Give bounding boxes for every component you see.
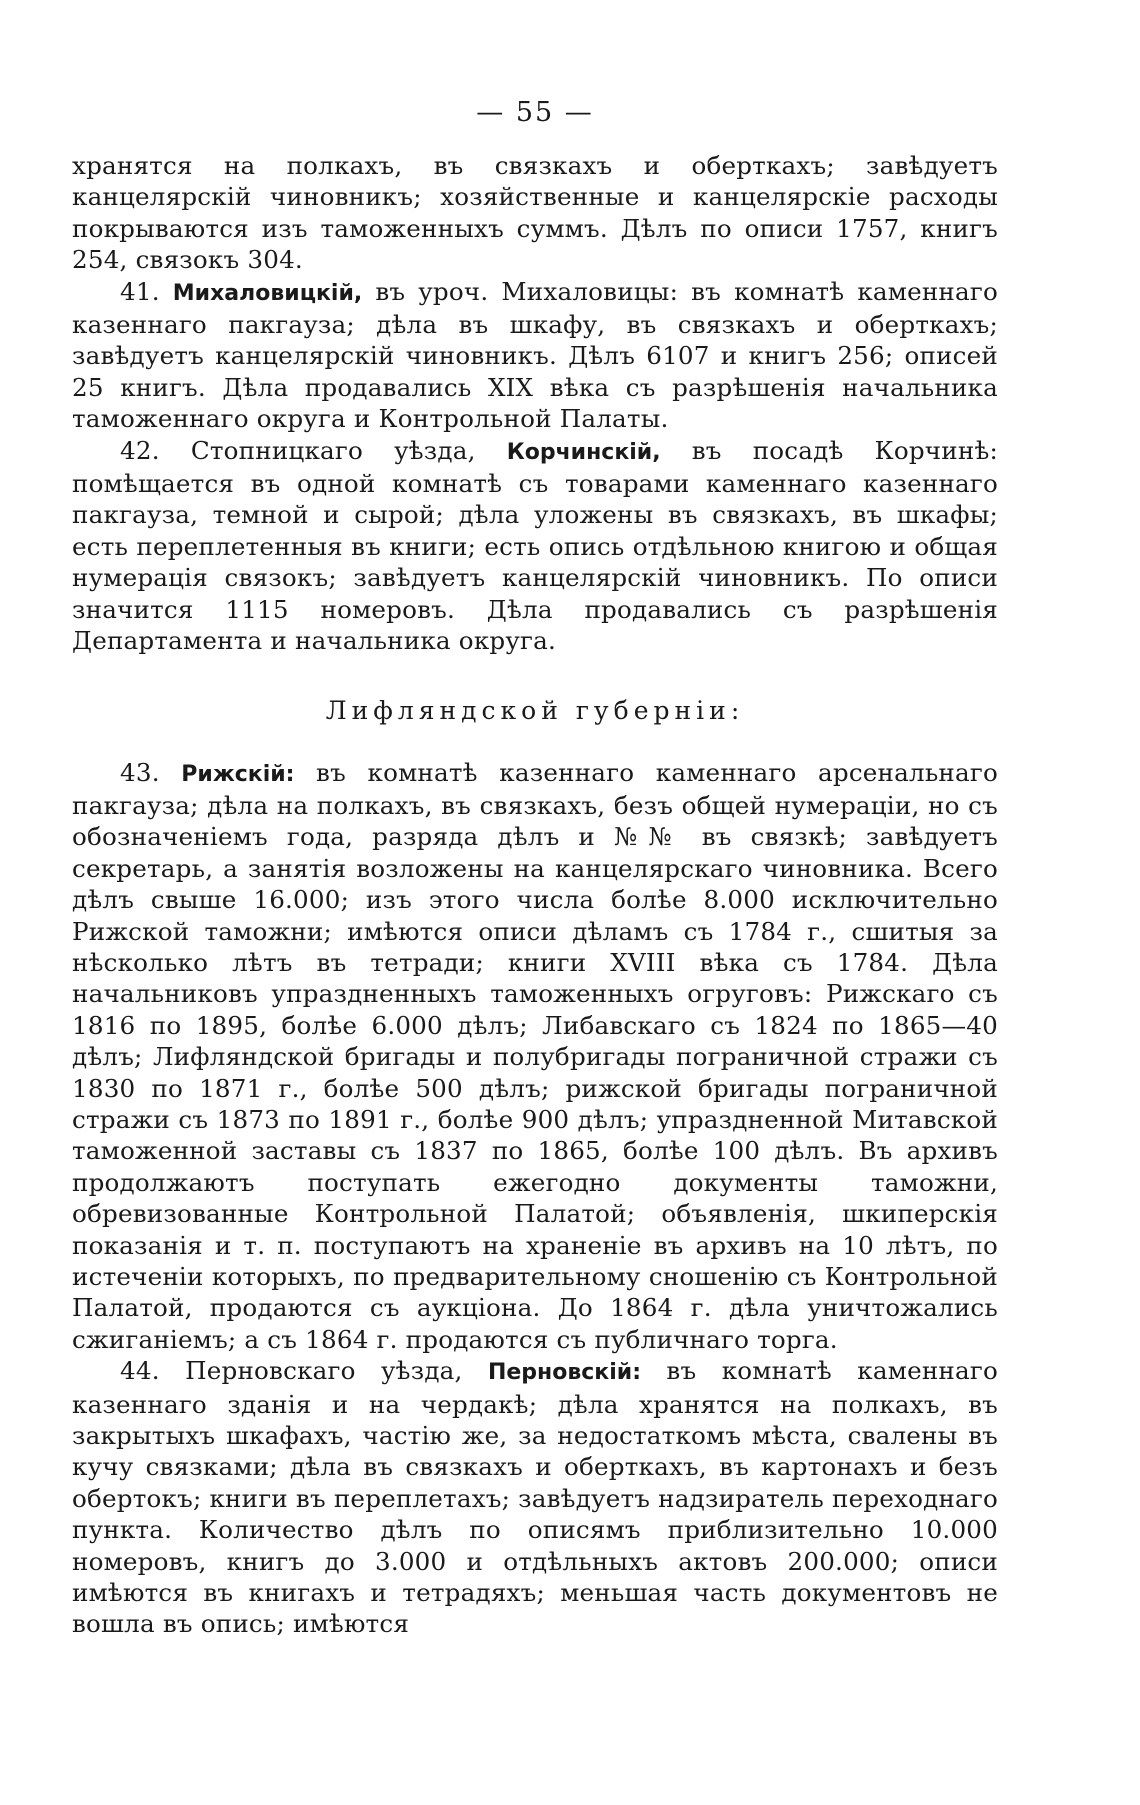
paragraph-text: хранятся на полкахъ, въ связкахъ и оберткахъ; завѣдуетъ канцелярскій чиновникъ; хозяйственные и канцелярскіе расходы покрываются изъ таможенныхъ суммъ. Дѣлъ по описи 1757, книгъ 254, связокъ 304.	[72, 151, 998, 275]
paragraph-entry-42	[72, 435, 998, 657]
paragraph-text: въ комнатѣ казеннаго каменнаго арсенальнаго пакгауза; дѣла на полкахъ, въ связкахъ, безъ общей нумераціи, но съ обозначеніемъ года, разряда дѣлъ и №№ въ связкѣ; завѣдуетъ секретарь, а занятія возложены на канцелярскаго чиновника. Всего дѣлъ свыше 16.000; изъ этого числа болѣе 8.000 исключительно Рижской таможни; имѣются описи дѣламъ съ 1784 г., сшитыя за нѣсколько лѣтъ въ тетради; книги XVIII вѣка съ 1784. Дѣла начальниковъ упраздненныхъ таможенныхъ огруговъ: Рижскаго съ 1816 по 1895, болѣе 6.000 дѣлъ; Либавскаго съ 1824 по 1865—40 дѣлъ; Лифляндской бригады и полубригады пограничной стражи съ 1830 по 1871 г., болѣе 500 дѣлъ; рижской бригады пограничной стражи съ 1873 по 1891 г., болѣе 900 дѣлъ; упраздненной Митавской таможенной заставы съ 1837 по 1865, болѣе 100 дѣлъ. Въ архивъ продолжаютъ поступать ежегодно документы таможни, обревизованные Контрольной Палатой; объявленія, шкиперскія показанія и т. п. поступаютъ на храненіе въ архивъ на 10 лѣтъ, по истеченіи которыхъ, по предварительному сношенію съ Контрольной Палатой, продаются съ аукціона. До 1864 г. дѣла уничтожались сжиганіемъ; а съ 1864 г. продаются съ публичнаго торга.	[72, 757, 998, 1354]
paragraph-entry-43	[72, 757, 998, 1356]
paragraph-text: въ уроч. Михаловицы: въ комнатѣ каменнаго казеннаго пакгауза; дѣла въ шкафу, въ связкахъ и оберткахъ; завѣдуетъ канцелярскій чиновникъ. Дѣлъ 6107 и книгъ 256; описей 25 книгъ. Дѣла продавались XIX вѣка съ разрѣшенія начальника таможеннаго округа и Контрольной Палаты.	[72, 276, 998, 434]
entry-name: Корчинскій,	[506, 439, 661, 465]
entry-number: 41.	[120, 276, 160, 306]
page-number: — 55 —	[476, 97, 594, 128]
entry-prefix: 44. Перновскаго уѣзда,	[120, 1356, 463, 1386]
entry-prefix: 42. Стопницкаго уѣзда,	[120, 435, 476, 465]
entry-number: 43.	[120, 757, 160, 787]
section-heading: Лифляндской губерніи:	[325, 695, 745, 725]
paragraph-continuation	[72, 150, 998, 276]
entry-name: Рижскій:	[181, 761, 295, 787]
paragraph-text: въ комнатѣ каменнаго казеннаго зданія и на чердакѣ; дѣла хранятся на полкахъ, въ закрытыхъ шкафахъ, частію же, за недостаткомъ мѣста, свалены въ кучу связками; дѣла въ связкахъ и оберткахъ, въ картонахъ и безъ обертокъ; книги въ переплетахъ; завѣдуетъ надзиратель переходнаго пункта. Количество дѣлъ по описямъ приблизительно 10.000 номеровъ, книгъ до 3.000 и отдѣльныхъ актовъ 200.000; описи имѣются въ книгахъ и тетрадяхъ; меньшая часть документовъ не вошла въ опись; имѣются	[72, 1356, 998, 1639]
entry-name: Перновскій:	[487, 1360, 641, 1386]
paragraph-entry-41	[72, 276, 998, 435]
entry-name: Михаловицкій,	[172, 280, 363, 306]
paragraph-entry-44	[72, 1355, 998, 1640]
document-page	[72, 96, 998, 1640]
paragraph-text: въ посадѣ Корчинѣ: помѣщается въ одной комнатѣ съ товарами каменнаго казеннаго пакгауза, темной и сырой; дѣла уложены въ связкахъ, въ шкафы; есть переплетенныя въ книги; есть опись отдѣльною книгою и общая нумерація связокъ; завѣдуетъ канцелярскій чиновникъ. По описи значится 1115 номеровъ. Дѣла продавались съ разрѣшенія Департамента и начальника округа.	[72, 435, 998, 656]
